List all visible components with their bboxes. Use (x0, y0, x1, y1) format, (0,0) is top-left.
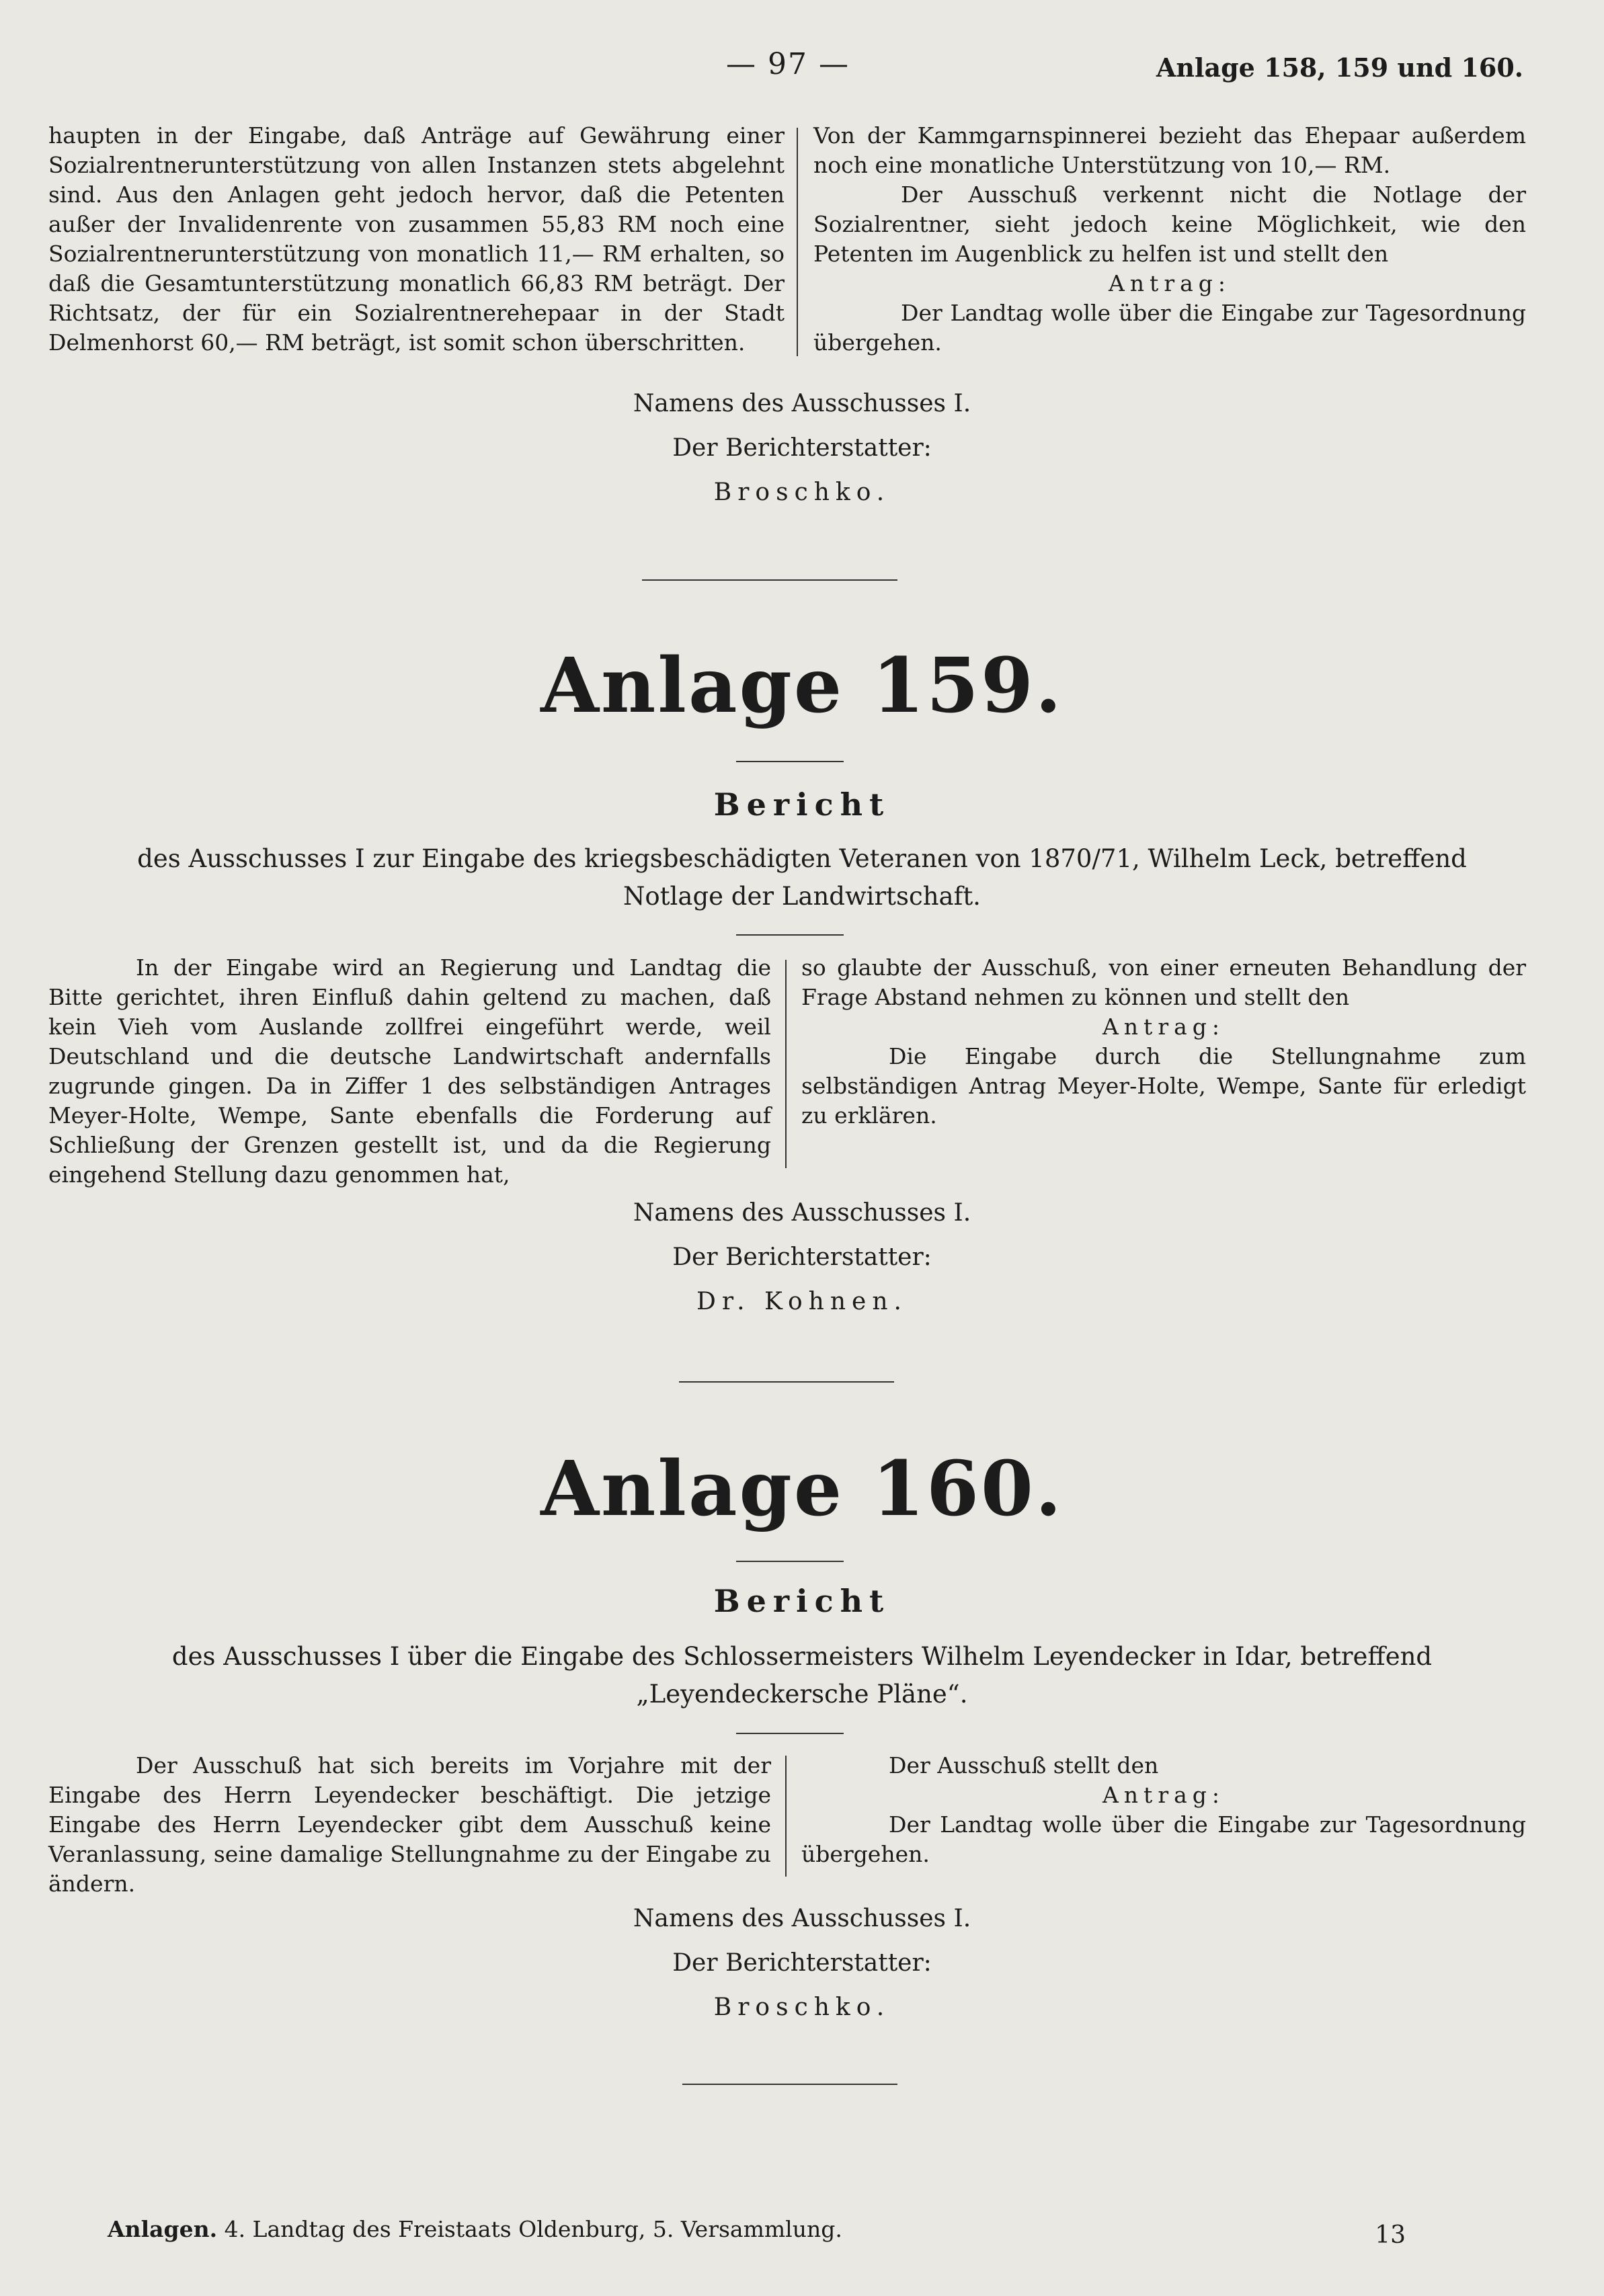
s158-sig-role: Der Berichterstatter: (672, 434, 932, 462)
s158-right-p2: Der Ausschuß verkennt nicht die Notlage der Sozialrentner, sieht jedoch keine Möglichkeit, wie den Petenten im Augenblick zu helfen ist und stellt den (813, 181, 1526, 267)
s160-sig-name: Broschko. (713, 1994, 891, 2021)
s160-bericht-heading: Bericht (713, 1583, 891, 1619)
s158-left-text: haupten in der Eingabe, daß Anträge auf Gewährung einer Sozialrentnerunterstützung von allen Instanzen stets abgelehnt sind. Aus den Anlagen geht jedoch hervor, daß die Petenten außer der Invalidenrente von zusammen 55,83 RM noch eine Sozialrentnerunterstützung von monatlich 11,— RM erhalten, so daß die Gesamtunterstützung monatlich 66,83 RM beträgt. Der Richtsatz, der für ein Sozialrentnerehepaar in der Stadt Delmenhorst 60,— RM beträgt, ist somit schon überschritten. (48, 122, 785, 356)
s158-signature (0, 382, 1604, 515)
s160-subject-line2: „Leyendeckersche Pläne“. (636, 1680, 968, 1709)
sheet-number: 13 (1375, 2221, 1406, 2249)
s159-title: Anlage 159. (540, 642, 1064, 730)
s159-sig-name: Dr. Kohnen. (696, 1288, 908, 1315)
s160-right-column (801, 1751, 1526, 1869)
s160-sig-role: Der Berichterstatter: (672, 1949, 932, 1977)
s160-signature (0, 1897, 1604, 2030)
column-divider (797, 128, 798, 356)
s159-left-text: In der Eingabe wird an Regierung und Landtag die Bitte gerichtet, ihren Einfluß dahin geltend zu machen, daß kein Vieh vom Auslande zollfrei eingeführt werde, weil Deutschland und die deutsche Landwirtschaft andernfalls zugrunde gingen. Da in Ziffer 1 des selbständigen Antrages Meyer-Holte, Wempe, Sante ebenfalls die Forderung auf Schließung der Grenzen gestellt ist, und da die Regierung eingehend Stellung dazu genommen hat, (48, 954, 771, 1188)
s158-right-column (813, 121, 1526, 358)
s160-left-column (48, 1751, 771, 1899)
title-rule (736, 761, 844, 762)
s159-sig-role: Der Berichterstatter: (672, 1243, 932, 1271)
s160-left-text: Der Ausschuß hat sich bereits im Vorjahre mit der Eingabe des Herrn Leyendecker beschäftigt. Die jetzige Eingabe des Herrn Leyendecker gibt dem Ausschuß keine Veranlassung, seine damalige Stellungnahme zu der Eingabe zu ändern. (48, 1752, 771, 1897)
s158-right-p1: Von der Kammgarnspinnerei bezieht das Ehepaar außerdem noch eine monatliche Unterstützung von 10,— RM. (813, 122, 1526, 178)
page-number: — 97 — (726, 47, 850, 81)
subject-rule (736, 1733, 844, 1734)
section-rule (642, 579, 897, 581)
footer-bold: Anlagen. (108, 2216, 218, 2242)
s159-left-column (48, 953, 771, 1190)
s158-sig-committee: Namens des Ausschusses I. (633, 390, 971, 417)
s159-subject-line2: Notlage der Landwirtschaft. (623, 882, 981, 911)
s159-right-p1: so glaubte der Ausschuß, von einer erneuten Behandlung der Frage Abstand nehmen zu können und stellt den (801, 954, 1526, 1010)
running-title: Anlage 158, 159 und 160. (1156, 52, 1523, 83)
s159-bericht-heading: Bericht (713, 786, 891, 823)
footer-text: 4. Landtag des Freistaats Oldenburg, 5. Versammlung. (224, 2216, 842, 2242)
s159-sig-committee: Namens des Ausschusses I. (633, 1199, 971, 1227)
s158-antrag-label: Antrag: (1108, 270, 1232, 296)
s159-antrag-label: Antrag: (1102, 1014, 1226, 1040)
subject-rule (736, 934, 844, 936)
section-rule (682, 2084, 897, 2085)
section-rule (679, 1381, 894, 1383)
column-divider (785, 1756, 787, 1877)
s160-subject (0, 1638, 1604, 1713)
s158-antrag-text: Der Landtag wolle über die Eingabe zur Tagesordnung übergehen. (813, 300, 1526, 356)
s160-antrag-label: Antrag: (1102, 1782, 1226, 1808)
s159-subject-line1: des Ausschusses I zur Eingabe des kriegsbeschädigten Veteranen von 1870/71, Wilhelm Leck, betreffend (137, 844, 1467, 873)
s160-sig-committee: Namens des Ausschusses I. (633, 1905, 971, 1932)
s158-sig-name: Broschko. (713, 479, 891, 506)
s159-subject (0, 840, 1604, 915)
s159-antrag-text: Die Eingabe durch die Stellungnahme zum selbständigen Antrag Meyer-Holte, Wempe, Sante für erledigt zu erklären. (801, 1043, 1526, 1129)
footer-imprint (108, 2216, 842, 2242)
s160-title: Anlage 160. (540, 1445, 1064, 1533)
s159-right-column (801, 953, 1526, 1131)
column-divider (785, 960, 787, 1168)
s160-subject-line1: des Ausschusses I über die Eingabe des Schlossermeisters Wilhelm Leyendecker in Idar, betreffend (171, 1642, 1433, 1671)
s160-right-p1: Der Ausschuß stellt den (889, 1752, 1159, 1778)
s158-left-column (48, 121, 785, 358)
s159-signature (0, 1191, 1604, 1324)
s160-antrag-text: Der Landtag wolle über die Eingabe zur Tagesordnung übergehen. (801, 1811, 1526, 1867)
title-rule (736, 1561, 844, 1562)
